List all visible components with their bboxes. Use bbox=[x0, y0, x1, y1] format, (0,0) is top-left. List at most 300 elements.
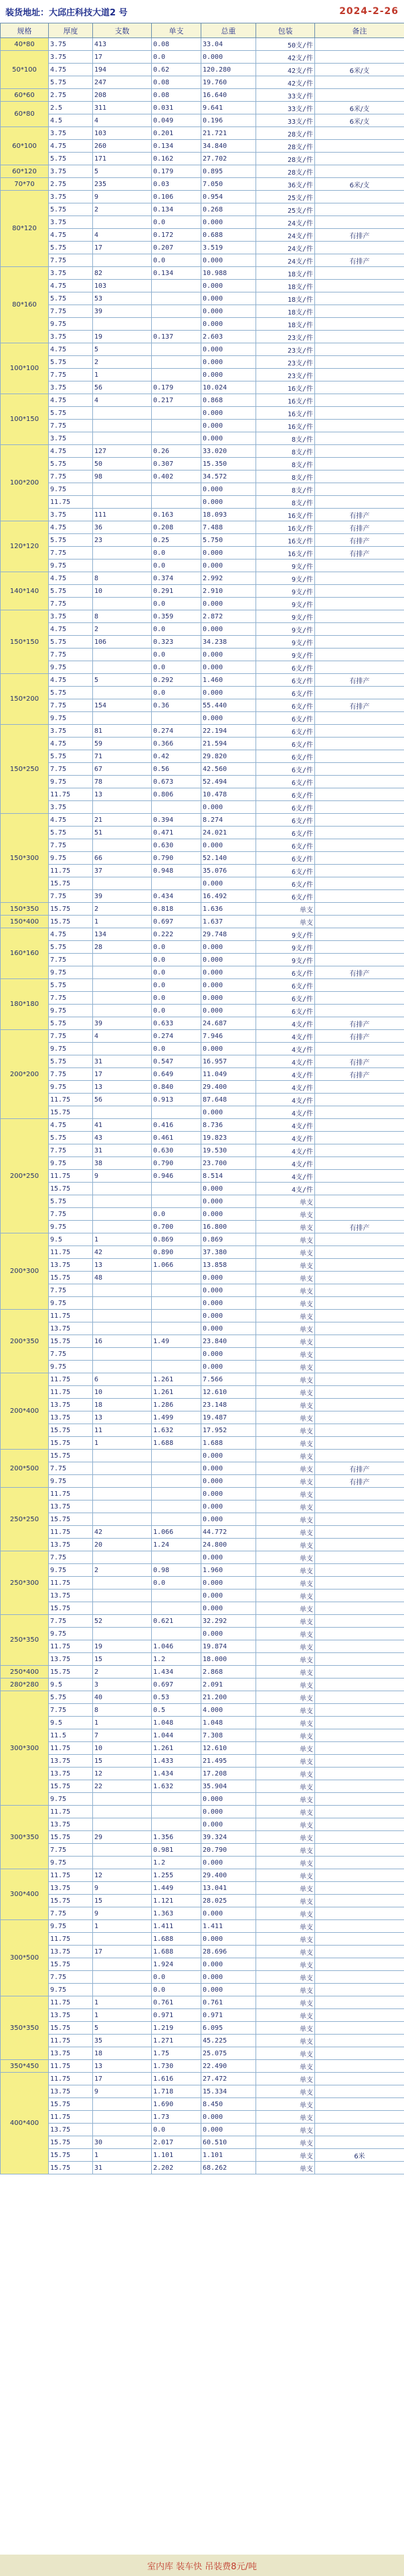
remark-cell bbox=[315, 610, 404, 623]
packing-cell: 6支/件 bbox=[256, 852, 315, 865]
remark-cell: 6米/支 bbox=[315, 64, 404, 76]
thickness-cell: 13.75 bbox=[49, 1755, 93, 1768]
unit-weight-cell: 1.066 bbox=[152, 1526, 201, 1539]
count-cell: 10 bbox=[93, 1742, 152, 1755]
remark-cell bbox=[315, 381, 404, 394]
count-cell bbox=[93, 966, 152, 979]
total-weight-cell: 27.702 bbox=[201, 153, 256, 165]
total-weight-cell: 16.492 bbox=[201, 890, 256, 903]
packing-cell: 28支/件 bbox=[256, 165, 315, 178]
remark-cell bbox=[315, 318, 404, 331]
packing-cell: 4支/件 bbox=[256, 1183, 315, 1195]
remark-cell bbox=[315, 2047, 404, 2060]
unit-weight-cell bbox=[152, 1806, 201, 1818]
table-row bbox=[1, 1958, 404, 1971]
table-row bbox=[1, 1221, 404, 1233]
unit-weight-cell: 1.261 bbox=[152, 1373, 201, 1386]
table-row bbox=[1, 992, 404, 1005]
remark-cell bbox=[315, 1348, 404, 1361]
packing-cell: 单支 bbox=[256, 1386, 315, 1399]
remark-cell bbox=[315, 1132, 404, 1144]
thickness-cell: 5.75 bbox=[49, 153, 93, 165]
packing-cell: 单支 bbox=[256, 1653, 315, 1666]
unit-weight-cell: 0.946 bbox=[152, 1170, 201, 1183]
count-cell: 81 bbox=[93, 725, 152, 738]
remark-cell bbox=[315, 1539, 404, 1551]
total-weight-cell: 21.594 bbox=[201, 738, 256, 750]
total-weight-cell: 0.000 bbox=[201, 483, 256, 496]
unit-weight-cell: 1.499 bbox=[152, 1411, 201, 1424]
table-row bbox=[1, 1971, 404, 1984]
unit-weight-cell: 0.291 bbox=[152, 585, 201, 598]
total-weight-cell: 0.000 bbox=[201, 1857, 256, 1869]
total-weight-cell: 0.000 bbox=[201, 254, 256, 267]
count-cell bbox=[93, 1806, 152, 1818]
table-row bbox=[1, 598, 404, 610]
count-cell: 4 bbox=[93, 114, 152, 127]
remark-cell bbox=[315, 1615, 404, 1628]
total-weight-cell: 0.954 bbox=[201, 191, 256, 203]
count-cell: 20 bbox=[93, 1539, 152, 1551]
count-cell bbox=[93, 407, 152, 420]
spec-cell: 150*400 bbox=[1, 916, 49, 928]
total-weight-cell: 0.000 bbox=[201, 560, 256, 572]
total-weight-cell: 0.000 bbox=[201, 407, 256, 420]
packing-cell: 单支 bbox=[256, 1691, 315, 1704]
unit-weight-cell bbox=[152, 305, 201, 318]
packing-cell: 4支/件 bbox=[256, 1081, 315, 1094]
total-weight-cell: 0.000 bbox=[201, 801, 256, 814]
loading-address: 装货地址：大邱庄科技大道2 号 bbox=[5, 7, 128, 18]
total-weight-cell: 19.487 bbox=[201, 1411, 256, 1424]
table-row bbox=[1, 64, 404, 76]
packing-cell: 8支/件 bbox=[256, 432, 315, 445]
table-row bbox=[1, 1628, 404, 1640]
packing-cell: 42支/件 bbox=[256, 51, 315, 64]
remark-cell bbox=[315, 2022, 404, 2035]
count-cell: 1 bbox=[93, 1233, 152, 1246]
total-weight-cell: 52.494 bbox=[201, 776, 256, 788]
total-weight-cell: 0.000 bbox=[201, 1602, 256, 1615]
spec-cell: 200*350 bbox=[1, 1310, 49, 1373]
packing-cell: 6支/件 bbox=[256, 674, 315, 687]
table-row bbox=[1, 1984, 404, 1996]
unit-weight-cell: 0.134 bbox=[152, 203, 201, 216]
count-cell: 5 bbox=[93, 674, 152, 687]
packing-cell: 单支 bbox=[256, 1729, 315, 1742]
unit-weight-cell: 0.0 bbox=[152, 1043, 201, 1055]
thickness-cell: 13.75 bbox=[49, 2085, 93, 2098]
table-row bbox=[1, 687, 404, 699]
total-weight-cell: 25.075 bbox=[201, 2047, 256, 2060]
packing-cell: 24支/件 bbox=[256, 229, 315, 242]
table-row bbox=[1, 801, 404, 814]
packing-cell: 单支 bbox=[256, 1500, 315, 1513]
count-cell bbox=[93, 1462, 152, 1475]
remark-cell bbox=[315, 1895, 404, 1907]
table-row bbox=[1, 610, 404, 623]
table-row bbox=[1, 1043, 404, 1055]
remark-cell bbox=[315, 496, 404, 509]
table-row bbox=[1, 102, 404, 114]
total-weight-cell: 0.000 bbox=[201, 1971, 256, 1984]
unit-weight-cell: 0.0 bbox=[152, 560, 201, 572]
table-row bbox=[1, 712, 404, 725]
total-weight-cell: 0.000 bbox=[201, 1322, 256, 1335]
unit-weight-cell: 0.471 bbox=[152, 827, 201, 839]
packing-cell: 9支/件 bbox=[256, 941, 315, 954]
table-row bbox=[1, 560, 404, 572]
unit-weight-cell: 0.0 bbox=[152, 687, 201, 699]
thickness-cell: 3.75 bbox=[49, 725, 93, 738]
table-row bbox=[1, 2073, 404, 2085]
unit-weight-cell: 1.730 bbox=[152, 2060, 201, 2073]
thickness-cell: 11.75 bbox=[49, 2073, 93, 2085]
total-weight-cell: 0.000 bbox=[201, 992, 256, 1005]
remark-cell: 6米/支 bbox=[315, 114, 404, 127]
unit-weight-cell bbox=[152, 1551, 201, 1564]
count-cell bbox=[93, 979, 152, 992]
remark-cell bbox=[315, 1640, 404, 1653]
total-weight-cell: 55.440 bbox=[201, 699, 256, 712]
table-row bbox=[1, 1768, 404, 1780]
packing-cell: 单支 bbox=[256, 1984, 315, 1996]
table-row bbox=[1, 1450, 404, 1462]
table-row bbox=[1, 229, 404, 242]
packing-cell: 28支/件 bbox=[256, 127, 315, 140]
packing-cell: 单支 bbox=[256, 1857, 315, 1869]
unit-weight-cell: 0.913 bbox=[152, 1094, 201, 1106]
unit-weight-cell bbox=[152, 1818, 201, 1831]
count-cell: 413 bbox=[93, 38, 152, 51]
packing-cell: 单支 bbox=[256, 2009, 315, 2022]
total-weight-cell: 10.988 bbox=[201, 267, 256, 280]
count-cell: 9 bbox=[93, 1170, 152, 1183]
total-weight-cell: 20.790 bbox=[201, 1844, 256, 1857]
table-row bbox=[1, 1322, 404, 1335]
unit-weight-cell: 0.0 bbox=[152, 623, 201, 636]
unit-weight-cell: 1.49 bbox=[152, 1335, 201, 1348]
unit-weight-cell: 0.761 bbox=[152, 1996, 201, 2009]
packing-cell: 单支 bbox=[256, 1335, 315, 1348]
table-row bbox=[1, 1742, 404, 1755]
count-cell: 2 bbox=[93, 903, 152, 916]
remark-cell bbox=[315, 1233, 404, 1246]
spec-cell: 300*350 bbox=[1, 1806, 49, 1869]
thickness-cell: 15.75 bbox=[49, 2136, 93, 2149]
thickness-cell: 4.75 bbox=[49, 738, 93, 750]
count-cell bbox=[93, 992, 152, 1005]
remark-cell bbox=[315, 1488, 404, 1500]
table-row bbox=[1, 432, 404, 445]
table-header-row bbox=[1, 23, 404, 38]
remark-cell: 有排产 bbox=[315, 534, 404, 547]
thickness-cell: 9.75 bbox=[49, 1081, 93, 1094]
packing-cell: 16支/件 bbox=[256, 509, 315, 521]
count-cell bbox=[93, 1183, 152, 1195]
unit-weight-cell bbox=[152, 496, 201, 509]
packing-cell: 单支 bbox=[256, 1297, 315, 1310]
remark-cell bbox=[315, 2136, 404, 2149]
thickness-cell: 7.75 bbox=[49, 890, 93, 903]
unit-weight-cell: 0.0 bbox=[152, 547, 201, 560]
unit-weight-cell: 0.0 bbox=[152, 966, 201, 979]
unit-weight-cell: 0.0 bbox=[152, 254, 201, 267]
count-cell bbox=[93, 2124, 152, 2136]
total-weight-cell: 15.334 bbox=[201, 2085, 256, 2098]
packing-cell: 9支/件 bbox=[256, 598, 315, 610]
thickness-cell: 11.75 bbox=[49, 1373, 93, 1386]
packing-cell: 单支 bbox=[256, 1462, 315, 1475]
unit-weight-cell: 0.981 bbox=[152, 1844, 201, 1857]
remark-cell bbox=[315, 1742, 404, 1755]
total-weight-cell: 0.000 bbox=[201, 1272, 256, 1284]
total-weight-cell: 0.000 bbox=[201, 1005, 256, 1017]
remark-cell bbox=[315, 661, 404, 674]
table-row bbox=[1, 458, 404, 470]
total-weight-cell: 7.050 bbox=[201, 178, 256, 191]
unit-weight-cell: 0.673 bbox=[152, 776, 201, 788]
thickness-cell: 15.75 bbox=[49, 1895, 93, 1907]
table-row bbox=[1, 292, 404, 305]
remark-cell bbox=[315, 903, 404, 916]
footer-text: 室内库 装车快 吊装费8元/吨 bbox=[147, 2561, 257, 2572]
unit-weight-cell: 0.0 bbox=[152, 954, 201, 966]
count-cell bbox=[93, 1310, 152, 1322]
packing-cell: 单支 bbox=[256, 916, 315, 928]
packing-cell: 单支 bbox=[256, 1233, 315, 1246]
packing-cell: 18支/件 bbox=[256, 280, 315, 292]
count-cell: 10 bbox=[93, 585, 152, 598]
unit-weight-cell bbox=[152, 1500, 201, 1513]
count-cell: 38 bbox=[93, 1157, 152, 1170]
packing-cell: 单支 bbox=[256, 1628, 315, 1640]
table-row bbox=[1, 1488, 404, 1500]
thickness-cell: 5.75 bbox=[49, 1691, 93, 1704]
unit-weight-cell: 1.356 bbox=[152, 1831, 201, 1844]
count-cell: 98 bbox=[93, 470, 152, 483]
unit-weight-cell: 1.434 bbox=[152, 1768, 201, 1780]
remark-cell bbox=[315, 1691, 404, 1704]
thickness-cell: 11.75 bbox=[49, 2035, 93, 2047]
remark-cell bbox=[315, 979, 404, 992]
packing-cell: 6支/件 bbox=[256, 687, 315, 699]
total-weight-cell: 13.041 bbox=[201, 1882, 256, 1895]
total-weight-cell: 8.450 bbox=[201, 2098, 256, 2111]
unit-weight-cell: 0.163 bbox=[152, 509, 201, 521]
packing-cell: 16支/件 bbox=[256, 521, 315, 534]
thickness-cell: 13.75 bbox=[49, 1500, 93, 1513]
packing-cell: 6支/件 bbox=[256, 712, 315, 725]
packing-cell: 6支/件 bbox=[256, 788, 315, 801]
remark-cell bbox=[315, 153, 404, 165]
unit-weight-cell bbox=[152, 877, 201, 890]
table-row bbox=[1, 178, 404, 191]
count-cell bbox=[93, 1844, 152, 1857]
total-weight-cell: 34.238 bbox=[201, 636, 256, 649]
total-weight-cell: 42.560 bbox=[201, 763, 256, 776]
spec-cell: 280*280 bbox=[1, 1679, 49, 1691]
count-cell: 2 bbox=[93, 356, 152, 369]
table-row bbox=[1, 649, 404, 661]
count-cell bbox=[93, 1933, 152, 1946]
remark-cell bbox=[315, 1996, 404, 2009]
table-row bbox=[1, 1996, 404, 2009]
table-row bbox=[1, 76, 404, 89]
unit-weight-cell: 1.73 bbox=[152, 2111, 201, 2124]
packing-cell: 单支 bbox=[256, 1971, 315, 1984]
total-weight-cell: 13.858 bbox=[201, 1259, 256, 1272]
packing-cell: 9支/件 bbox=[256, 928, 315, 941]
table-row bbox=[1, 521, 404, 534]
total-weight-cell: 0.000 bbox=[201, 1462, 256, 1475]
count-cell: 2 bbox=[93, 623, 152, 636]
table-row bbox=[1, 1386, 404, 1399]
table-row bbox=[1, 1284, 404, 1297]
count-cell: 13 bbox=[93, 2060, 152, 2073]
thickness-cell: 15.75 bbox=[49, 1602, 93, 1615]
thickness-cell: 11.75 bbox=[49, 1933, 93, 1946]
count-cell: 15 bbox=[93, 1755, 152, 1768]
count-cell bbox=[93, 1450, 152, 1462]
total-weight-cell: 0.000 bbox=[201, 1450, 256, 1462]
table-row bbox=[1, 420, 404, 432]
remark-cell: 有排产 bbox=[315, 254, 404, 267]
remark-cell bbox=[315, 1094, 404, 1106]
packing-cell: 16支/件 bbox=[256, 547, 315, 560]
remark-cell bbox=[315, 1399, 404, 1411]
packing-cell: 单支 bbox=[256, 1284, 315, 1297]
count-cell: 4 bbox=[93, 1030, 152, 1043]
thickness-cell: 3.75 bbox=[49, 610, 93, 623]
thickness-cell: 7.75 bbox=[49, 1551, 93, 1564]
total-weight-cell: 29.400 bbox=[201, 1869, 256, 1882]
table-row bbox=[1, 877, 404, 890]
packing-cell: 单支 bbox=[256, 1704, 315, 1717]
remark-cell bbox=[315, 750, 404, 763]
unit-weight-cell bbox=[152, 1284, 201, 1297]
count-cell: 2 bbox=[93, 1564, 152, 1577]
total-weight-cell: 7.308 bbox=[201, 1729, 256, 1742]
remark-cell bbox=[315, 1170, 404, 1183]
total-weight-cell: 7.566 bbox=[201, 1373, 256, 1386]
thickness-cell: 7.75 bbox=[49, 763, 93, 776]
remark-cell bbox=[315, 1335, 404, 1348]
count-cell: 11 bbox=[93, 1424, 152, 1437]
count-cell: 4 bbox=[93, 394, 152, 407]
total-weight-cell: 0.000 bbox=[201, 547, 256, 560]
total-weight-cell: 120.280 bbox=[201, 64, 256, 76]
count-cell: 12 bbox=[93, 1869, 152, 1882]
table-row bbox=[1, 1755, 404, 1768]
thickness-cell: 3.75 bbox=[49, 51, 93, 64]
packing-cell: 单支 bbox=[256, 1640, 315, 1653]
remark-cell bbox=[315, 1322, 404, 1335]
remark-cell bbox=[315, 992, 404, 1005]
packing-cell: 单支 bbox=[256, 1666, 315, 1679]
table-row bbox=[1, 1361, 404, 1373]
total-weight-cell: 0.000 bbox=[201, 1590, 256, 1602]
packing-cell: 单支 bbox=[256, 1526, 315, 1539]
packing-cell: 单支 bbox=[256, 1602, 315, 1615]
table-row bbox=[1, 242, 404, 254]
packing-cell: 4支/件 bbox=[256, 1170, 315, 1183]
count-cell bbox=[93, 1590, 152, 1602]
total-weight-cell: 0.000 bbox=[201, 1551, 256, 1564]
packing-cell: 单支 bbox=[256, 1208, 315, 1221]
remark-cell bbox=[315, 51, 404, 64]
count-cell bbox=[93, 1043, 152, 1055]
total-weight-cell: 1.101 bbox=[201, 2149, 256, 2162]
unit-weight-cell: 0.366 bbox=[152, 738, 201, 750]
unit-weight-cell: 0.26 bbox=[152, 445, 201, 458]
total-weight-cell: 87.648 bbox=[201, 1094, 256, 1106]
table-row bbox=[1, 496, 404, 509]
table-row bbox=[1, 776, 404, 788]
remark-cell bbox=[315, 432, 404, 445]
packing-cell: 9支/件 bbox=[256, 636, 315, 649]
thickness-cell: 15.75 bbox=[49, 1424, 93, 1437]
remark-cell bbox=[315, 865, 404, 877]
packing-cell: 6支/件 bbox=[256, 699, 315, 712]
total-weight-cell: 6.095 bbox=[201, 2022, 256, 2035]
thickness-cell: 4.75 bbox=[49, 394, 93, 407]
thickness-cell: 4.75 bbox=[49, 343, 93, 356]
total-weight-cell: 0.000 bbox=[201, 598, 256, 610]
count-cell: 15 bbox=[93, 1653, 152, 1666]
remark-cell bbox=[315, 76, 404, 89]
packing-cell: 单支 bbox=[256, 1272, 315, 1284]
count-cell: 5 bbox=[93, 165, 152, 178]
remark-cell bbox=[315, 191, 404, 203]
count-cell: 103 bbox=[93, 127, 152, 140]
remark-cell bbox=[315, 2098, 404, 2111]
packing-cell: 单支 bbox=[256, 1221, 315, 1233]
packing-cell: 单支 bbox=[256, 2098, 315, 2111]
count-cell: 208 bbox=[93, 89, 152, 102]
total-weight-cell: 0.000 bbox=[201, 369, 256, 381]
table-row bbox=[1, 1666, 404, 1679]
total-weight-cell: 21.200 bbox=[201, 1691, 256, 1704]
remark-cell bbox=[315, 356, 404, 369]
total-weight-cell: 0.000 bbox=[201, 1513, 256, 1526]
thickness-cell: 9.75 bbox=[49, 1984, 93, 1996]
thickness-cell: 5.75 bbox=[49, 585, 93, 598]
unit-weight-cell bbox=[152, 318, 201, 331]
unit-weight-cell: 0.697 bbox=[152, 1679, 201, 1691]
unit-weight-cell: 0.359 bbox=[152, 610, 201, 623]
packing-cell: 33支/件 bbox=[256, 114, 315, 127]
unit-weight-cell bbox=[152, 1450, 201, 1462]
spec-cell: 100*100 bbox=[1, 343, 49, 394]
count-cell: 1 bbox=[93, 1920, 152, 1933]
thickness-cell: 11.75 bbox=[49, 788, 93, 801]
remark-cell bbox=[315, 1450, 404, 1462]
unit-weight-cell: 0.172 bbox=[152, 229, 201, 242]
unit-weight-cell bbox=[152, 1590, 201, 1602]
total-weight-cell: 24.021 bbox=[201, 827, 256, 839]
thickness-cell: 13.75 bbox=[49, 2009, 93, 2022]
thickness-cell: 9.5 bbox=[49, 1233, 93, 1246]
unit-weight-cell: 0.323 bbox=[152, 636, 201, 649]
unit-weight-cell: 0.0 bbox=[152, 1577, 201, 1590]
packing-cell: 单支 bbox=[256, 1259, 315, 1272]
unit-weight-cell: 0.137 bbox=[152, 331, 201, 343]
remark-cell bbox=[315, 483, 404, 496]
unit-weight-cell bbox=[152, 420, 201, 432]
count-cell bbox=[93, 547, 152, 560]
spec-cell: 60*80 bbox=[1, 102, 49, 127]
